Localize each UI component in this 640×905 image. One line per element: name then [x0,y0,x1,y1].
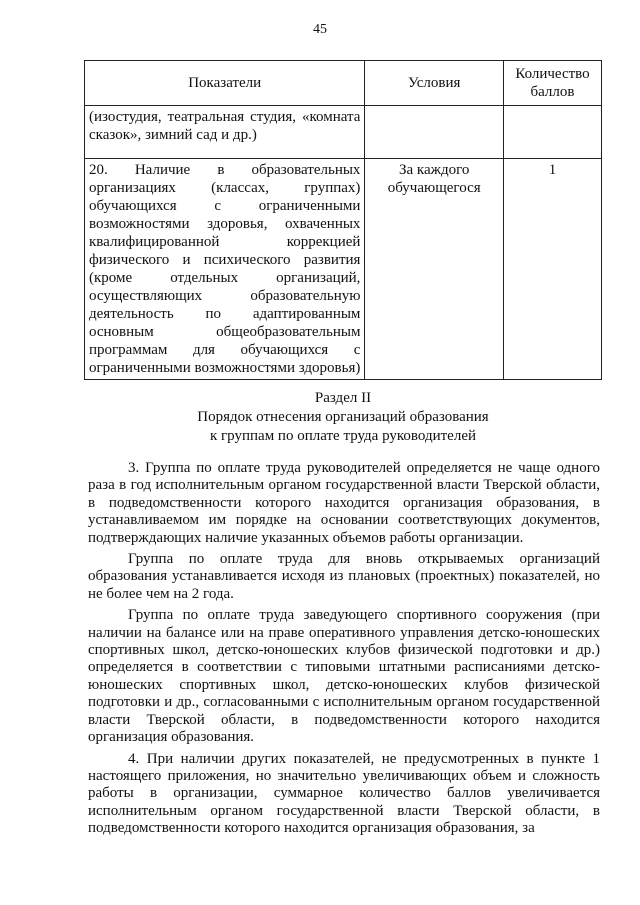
row-condition: За каждого обучающегося [365,159,504,380]
table-header-row [85,61,602,106]
header-indicators: Показатели [85,61,365,106]
paragraph: 3. Группа по оплате труда руководителей определяется не чаще одного раза в год исполнительным органом государственной власти Тверской области, в подведомственности которого находится организация образования, в устанавливаемом им порядке на основании соответствующих документов, подтверждающих наличие указанных объемов работы организации. [88,460,600,546]
body-text [88,460,600,838]
page-number: 45 [313,22,327,37]
paragraph: Группа по оплате труда заведующего спортивного сооружения (при наличии на балансе или на праве оперативного управления детско-юношеских спортивных школ, детско-юношеских клубов физической подготовки и др.) определяется в соответствии с типовыми штатными расписаниями детско-юношеских спортивных школ, детско-юношеских клубов физической подготовки и др., согласованными с исполнительным органом государственной власти Тверской области, в подведомственности которого находится организация образования. [88,607,600,746]
header-conditions: Условия [365,61,504,106]
section-subtitle-line-2: к группам по оплате труда руководителей [209,428,477,444]
paragraph: 4. При наличии других показателей, не предусмотренных в пункте 1 настоящего приложения, но значительно увеличивающих объем и сложность работы в организации, суммарное количество баллов увеличивается исполнительным органом государственной власти Тверской области, в подведомственности которого находится организация образования, за [88,750,600,837]
table-row [85,106,602,159]
row-indicator: (изостудия, театральная студия, «комната сказок», зимний сад и др.) [85,106,365,159]
criteria-table [84,60,602,380]
section-heading [84,389,602,446]
table-row [85,159,602,380]
header-points: Количество баллов [503,61,601,106]
section-title: Раздел II [314,390,372,406]
row-points [503,106,601,159]
paragraph: Группа по оплате труда для вновь открываемых организаций образования устанавливается исходя из плановых (проектных) показателей, но не более чем на 2 года. [88,551,600,602]
section-subtitle-line-1: Порядок отнесения организаций образования [197,409,489,425]
row-indicator: 20. Наличие в образовательных организациях (классах, группах) обучающихся с ограниченными возможностями здоровья, охваченных квалифицированной коррекцией физического и психического развития (кроме отдельных организаций, осуществляющих образовательную деятельность по адаптированным основным общеобразовательным программам для обучающихся с ограниченными возможностями здоровья) [85,159,365,380]
row-points: 1 [503,159,601,380]
row-condition [365,106,504,159]
